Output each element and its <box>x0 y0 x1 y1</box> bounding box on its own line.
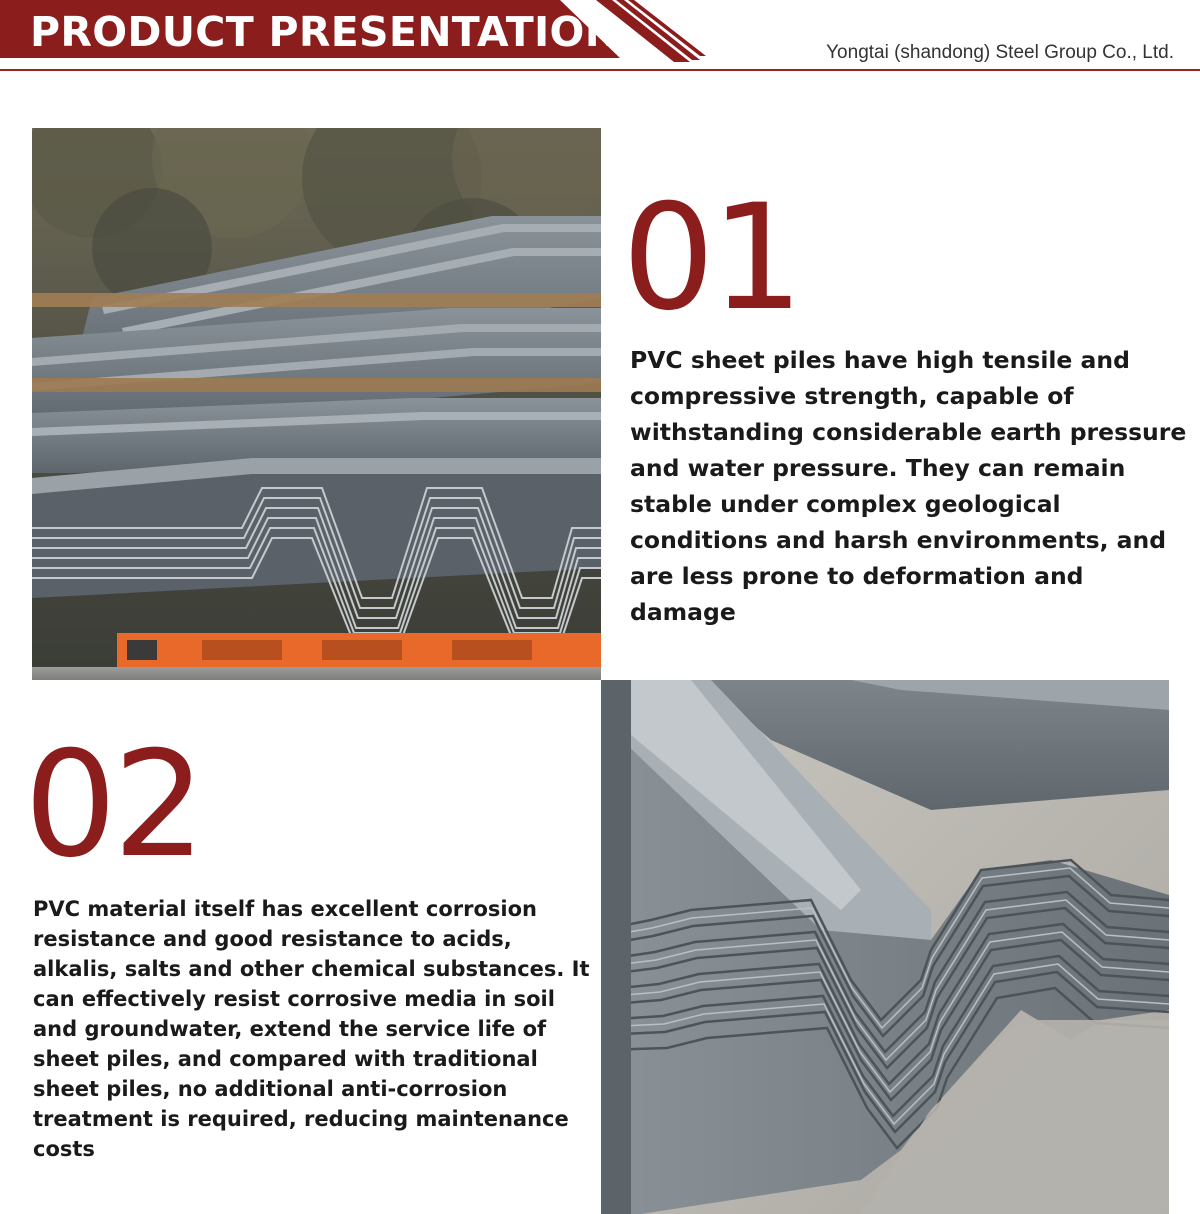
photo-closeup-gray-pvc-sheet-piles <box>601 680 1169 1214</box>
feature-description-02: PVC material itself has excellent corrosion resistance and good resistance to acids, alkalis, salts and other chemical substances. It can effectively resist corrosive media in soil and groundwater, extend the service life of sheet piles, and compared with traditional sheet piles, no additional anti-corrosion treatment is required, reducing maintenance costs <box>33 897 590 1161</box>
photo-stacked-pvc-sheet-piles <box>32 128 601 680</box>
feature-description-01: PVC sheet piles have high tensile and compressive strength, capable of withstanding considerable earth pressure and water pressure. They can remain stable under complex geological conditions and harsh environments, and are less prone to deformation and damage <box>630 346 1187 626</box>
company-name: Yongtai (shandong) Steel Group Co., Ltd. <box>826 42 1174 63</box>
header <box>0 0 1200 74</box>
feature-number-02: 02 <box>24 720 202 890</box>
feature-number-01: 01 <box>622 173 800 343</box>
page-title: PRODUCT PRESENTATION <box>30 8 620 56</box>
